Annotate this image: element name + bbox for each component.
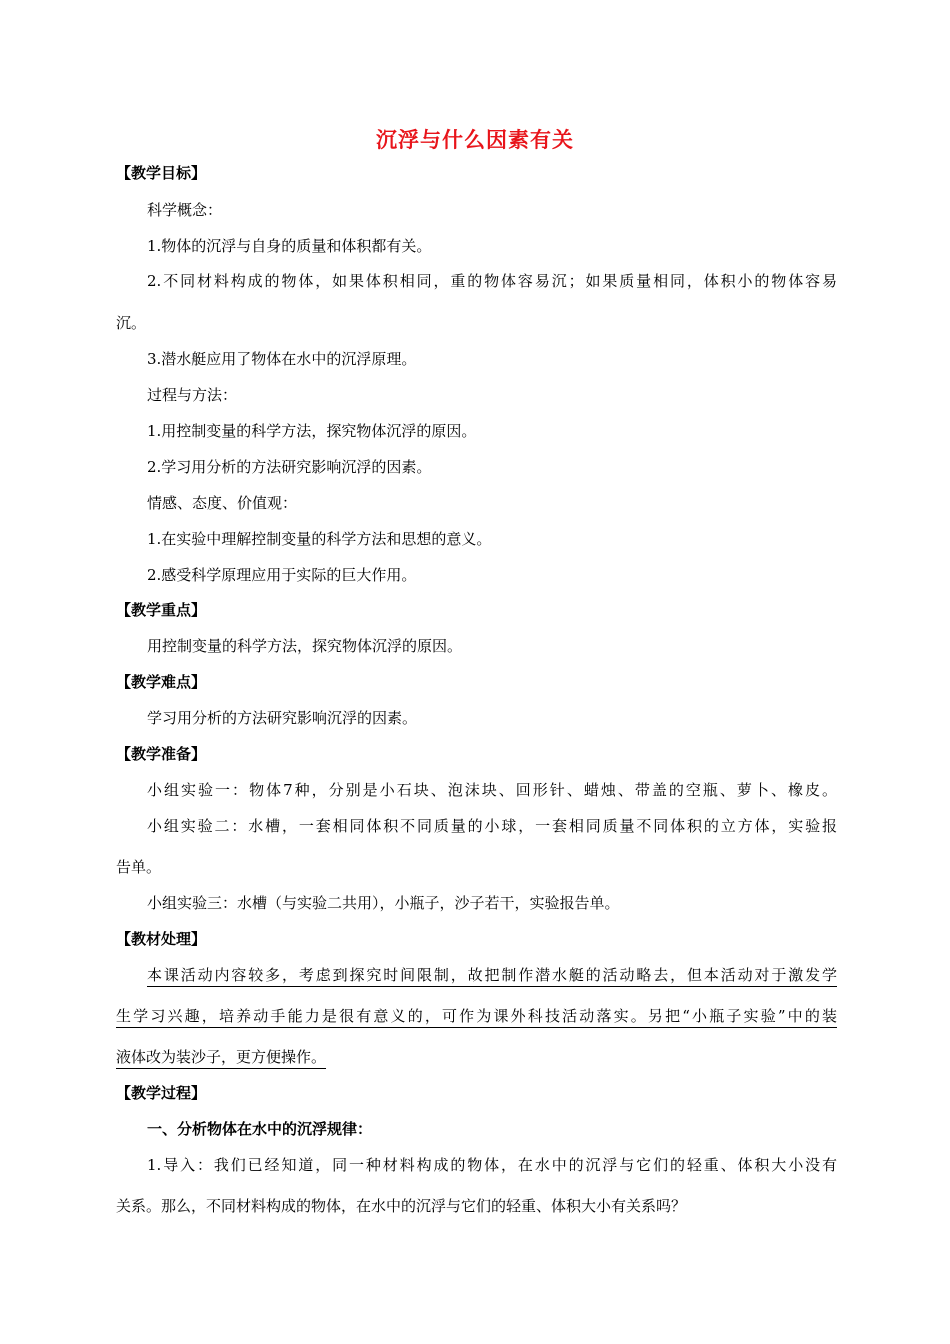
difficulty-text: 学习用分析的方法研究影响沉浮的因素。	[147, 709, 418, 727]
concept-item-2: 2.不同材料构成的物体，如果体积相同，重的物体容易沉；如果质量相同，体积小的物体容易	[147, 272, 837, 290]
concept-label: 科学概念：	[147, 201, 223, 219]
key-point-text: 用控制变量的科学方法，探究物体沉浮的原因。	[147, 637, 463, 655]
preparation-exp2-cont: 告单。	[116, 858, 162, 876]
process-item-2: 2.学习用分析的方法研究影响沉浮的因素。	[147, 458, 432, 476]
preparation-exp3: 小组实验三：水槽（与实验二共用），小瓶子，沙子若干，实验报告单。	[147, 894, 620, 912]
material-line-1: 本课活动内容较多，考虑到探究时间限制，故把制作潜水艇的活动略去，但本活动对于激发学	[147, 966, 837, 984]
objectives-heading: 【教学目标】	[116, 164, 207, 182]
process-intro: 1.导入：我们已经知道，同一种材料构成的物体，在水中的沉浮与它们的轻重、体积大小没有	[147, 1156, 837, 1174]
preparation-exp2: 小组实验二：水槽，一套相同体积不同质量的小球，一套相同质量不同体积的立方体，实验报	[147, 817, 837, 835]
concept-item-3: 3.潜水艇应用了物体在水中的沉浮原理。	[147, 350, 417, 368]
page-title: 沉浮与什么因素有关	[376, 128, 574, 152]
emotion-label: 情感、态度、价值观：	[147, 494, 298, 512]
concept-item-1: 1.物体的沉浮与自身的质量和体积都有关。	[147, 237, 432, 255]
process-section-1: 一、分析物体在水中的沉浮规律：	[147, 1120, 373, 1138]
preparation-heading: 【教学准备】	[116, 745, 207, 763]
process-intro-cont: 关系。那么，不同材料构成的物体，在水中的沉浮与它们的轻重、体积大小有关系吗？	[116, 1197, 687, 1215]
preparation-exp1: 小组实验一：物体7种，分别是小石块、泡沫块、回形针、蜡烛、带盖的空瓶、萝卜、橡皮。	[147, 781, 837, 799]
difficulty-heading: 【教学难点】	[116, 673, 207, 691]
material-heading: 【教材处理】	[116, 930, 207, 948]
process-heading: 【教学过程】	[116, 1084, 207, 1102]
process-item-1: 1.用控制变量的科学方法，探究物体沉浮的原因。	[147, 422, 477, 440]
material-line-3: 液体改为装沙子，更方便操作。	[116, 1048, 327, 1066]
emotion-item-1: 1.在实验中理解控制变量的科学方法和思想的意义。	[147, 530, 492, 548]
material-line-2: 生学习兴趣，培养动手能力是很有意义的，可作为课外科技活动落实。另把“小瓶子实验”中的装	[116, 1007, 837, 1025]
emotion-item-2: 2.感受科学原理应用于实际的巨大作用。	[147, 566, 417, 584]
process-label: 过程与方法：	[147, 386, 238, 404]
key-point-heading: 【教学重点】	[116, 601, 207, 619]
concept-item-2-cont: 沉。	[116, 314, 147, 332]
